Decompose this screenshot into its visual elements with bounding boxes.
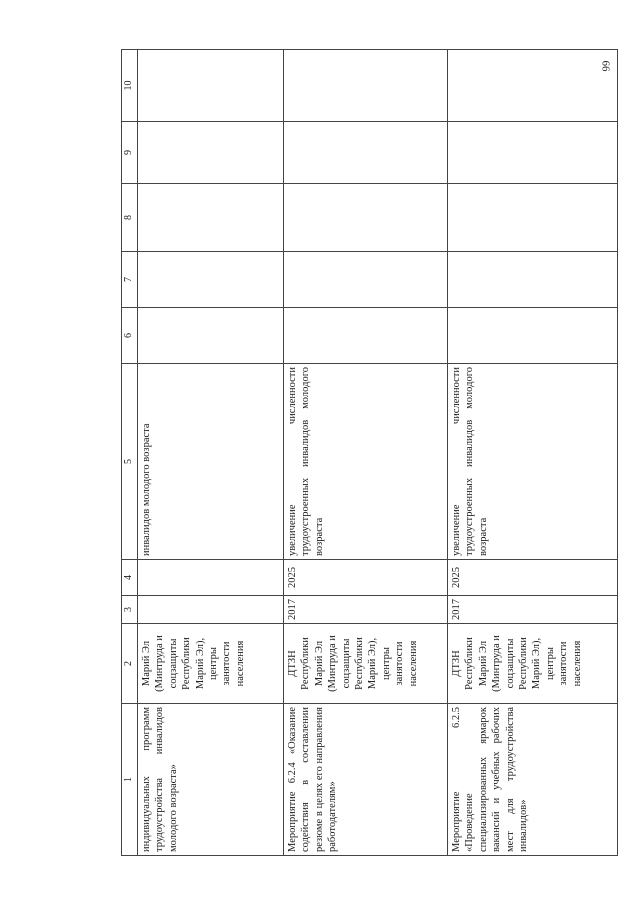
table-header-row xyxy=(122,50,138,856)
empty-cell xyxy=(137,252,283,308)
rotated-table-container xyxy=(121,50,601,856)
header-cell: 6 xyxy=(122,308,138,364)
empty-cell xyxy=(447,50,617,122)
start-year-cell: 2017 xyxy=(447,596,617,624)
table-row xyxy=(447,50,617,856)
header-cell: 7 xyxy=(122,252,138,308)
empty-cell xyxy=(137,122,283,184)
empty-cell xyxy=(283,50,447,122)
empty-cell xyxy=(283,122,447,184)
empty-cell xyxy=(137,184,283,252)
end-year-cell: 2025 xyxy=(283,560,447,596)
empty-cell xyxy=(447,122,617,184)
page-number: 66 xyxy=(599,60,612,72)
header-cell: 8 xyxy=(122,184,138,252)
header-cell: 5 xyxy=(122,364,138,560)
table-row xyxy=(283,50,447,856)
empty-cell xyxy=(447,308,617,364)
measure-name-cell: Мероприятие 6.2.4 «Оказание содействия в составлении резюме в целях его направления работодателям» xyxy=(283,704,447,856)
executor-cell: ДТЗН Республики Марий Эл (Минтруда и соцзащиты Республики Марий Эл), центры занятости населения xyxy=(283,624,447,704)
empty-cell xyxy=(283,184,447,252)
end-year-cell xyxy=(137,560,283,596)
header-cell: 3 xyxy=(122,596,138,624)
expected-result-cell: увеличение численности трудоустроенных инвалидов молодого возраста xyxy=(283,364,447,560)
empty-cell xyxy=(283,308,447,364)
start-year-cell: 2017 xyxy=(283,596,447,624)
table-row xyxy=(137,50,283,856)
header-cell: 4 xyxy=(122,560,138,596)
empty-cell xyxy=(447,184,617,252)
measure-name-cell: Мероприятие 6.2.5 «Проведение специализированных ярмарок вакансий и учебных рабочих мест для трудоустройства инвалидов» xyxy=(447,704,617,856)
executor-cell: ДТЗН Республики Марий Эл (Минтруда и соцзащиты Республики Марий Эл), центры занятости населения xyxy=(447,624,617,704)
empty-cell xyxy=(283,252,447,308)
header-cell: 9 xyxy=(122,122,138,184)
header-cell: 1 xyxy=(122,704,138,856)
measure-name-cell: индивидуальных программ трудоустройства инвалидов молодого возраста» xyxy=(137,704,283,856)
executor-cell: Марий Эл (Минтруда и соцзащиты Республики Марий Эл), центры занятости населения xyxy=(137,624,283,704)
empty-cell xyxy=(447,252,617,308)
expected-result-cell: инвалидов молодого возраста xyxy=(137,364,283,560)
end-year-cell: 2025 xyxy=(447,560,617,596)
empty-cell xyxy=(137,50,283,122)
start-year-cell xyxy=(137,596,283,624)
empty-cell xyxy=(137,308,283,364)
header-cell: 10 xyxy=(122,50,138,122)
header-cell: 2 xyxy=(122,624,138,704)
program-measures-table xyxy=(121,49,618,856)
expected-result-cell: увеличение численности трудоустроенных инвалидов молодого возраста xyxy=(447,364,617,560)
